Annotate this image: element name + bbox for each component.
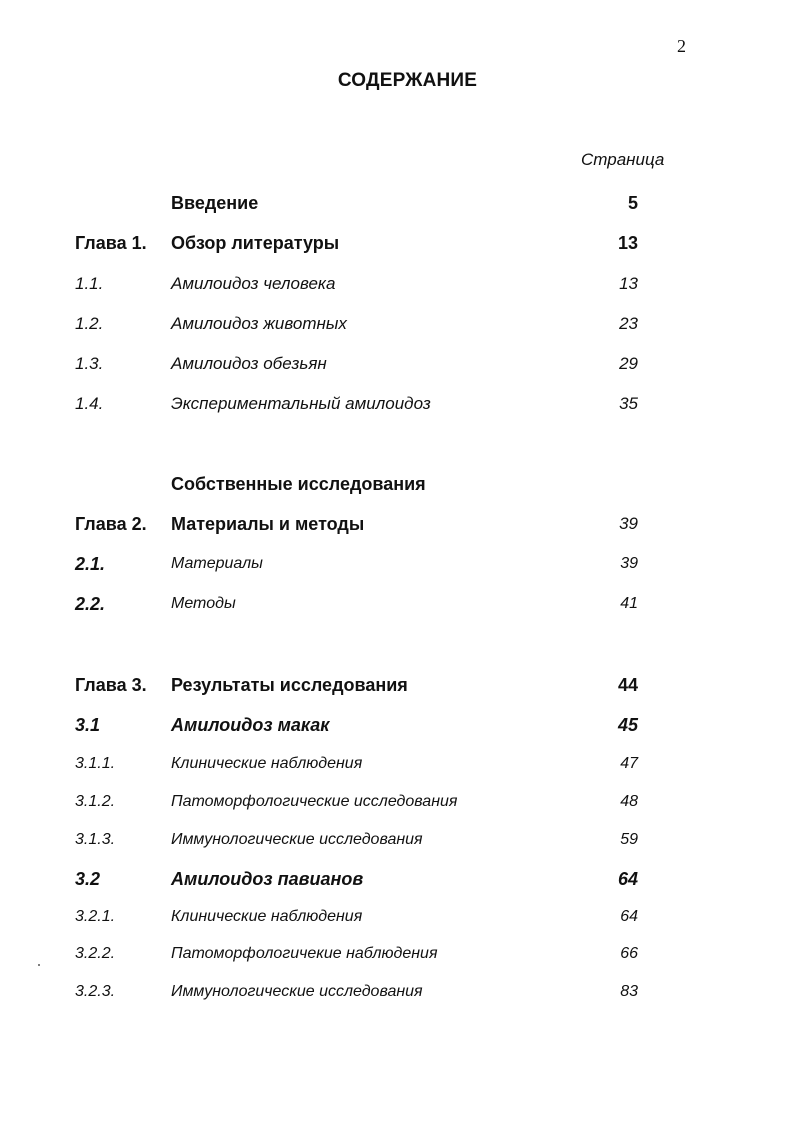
toc-entry-number: 3.1.1. [75,755,116,772]
page-column-header: Страница [581,150,665,169]
toc-entry-title: Амилоидоз человека [171,274,336,293]
toc-entry-own-research [0,471,793,497]
toc-entry-page: 83 [620,983,638,1000]
toc-entry-chapter-1 [0,230,793,256]
toc-entry-number: 1.1. [75,274,104,293]
toc-entry-section-2-2 [0,591,793,617]
toc-entry-page: 48 [620,793,638,810]
toc-entry-page: 47 [620,755,638,772]
toc-entry-page: 45 [617,715,638,735]
toc-entry-title: Введение [171,193,259,213]
toc-entry-number: 3.1.3. [75,831,116,848]
toc-entry-number: 3.1 [75,715,101,735]
toc-entry-page: 59 [620,831,638,848]
toc-entry-number: 3.2.2. [75,945,116,962]
toc-entry-number: 3.2.3. [75,983,116,1000]
toc-entry-chapter-2 [0,511,793,537]
toc-entry-number: Глава 1. [75,233,147,253]
toc-entry-title: Патоморфологические исследования [171,793,458,810]
toc-entry-number: 1.2. [75,314,104,333]
toc-entry-section-3-2-2 [0,941,793,967]
toc-entry-section-3-1-2 [0,789,793,815]
toc-entry-page: 29 [619,354,638,373]
toc-entry-title: Клинические наблюдения [171,908,363,925]
toc-entry-page: 13 [617,233,638,253]
toc-entry-title: Собственные исследования [171,474,426,494]
toc-entry-page: 13 [619,274,638,293]
toc-entry-number: 3.1.2. [75,793,116,810]
toc-entry-title: Материалы и методы [171,514,365,534]
page-title: СОДЕРЖАНИЕ [337,70,478,91]
toc-entry-number: 1.3. [75,354,104,373]
toc-entry-title: Методы [171,595,236,612]
toc-entry-section-1-4 [0,391,793,417]
toc-entry-chapter-3 [0,672,793,698]
toc-entry-number: 3.2.1. [75,908,116,925]
toc-entry-page: 41 [620,595,638,612]
toc-entry-page: 44 [617,675,638,695]
toc-entry-section-3-2-1 [0,904,793,930]
toc-entry-title: Иммунологические исследования [171,831,423,848]
toc-entry-title: Экспериментальный амилоидоз [171,394,431,413]
toc-entry-section-1-3 [0,351,793,377]
toc-entry-number: 2.2. [75,594,106,614]
toc-entry-page: 5 [627,193,638,213]
toc-entry-number: Глава 2. [75,514,147,534]
toc-entry-page: 66 [620,945,638,962]
toc-entry-title: Результаты исследования [171,675,408,695]
toc-entry-page: 64 [617,869,638,889]
toc-entry-number: 2.1. [75,554,106,574]
toc-entry-section-3-1-1 [0,751,793,777]
toc-entry-section-3-1-3 [0,827,793,853]
toc-entry-section-3-2-3 [0,979,793,1005]
page-number: 2 [677,36,686,56]
toc-entry-number: Глава 3. [75,675,147,695]
toc-entry-title: Обзор литературы [171,233,340,253]
toc-entry-page: 39 [619,514,638,533]
scan-speck [38,964,40,966]
toc-entry-title: Патоморфологичекие наблюдения [171,945,438,962]
toc-entry-page: 23 [619,314,638,333]
toc-entry-section-3-1 [0,712,793,738]
toc-entry-title: Клинические наблюдения [171,755,363,772]
toc-entry-title: Амилоидоз животных [171,314,347,333]
toc-entry-section-1-2 [0,311,793,337]
toc-entry-introduction [0,190,793,216]
toc-entry-page: 64 [620,908,638,925]
toc-entry-section-1-1 [0,271,793,297]
toc-entry-page: 35 [619,394,638,413]
toc-entry-title: Амилоидоз павианов [171,869,364,889]
toc-entry-page: 39 [620,555,638,572]
toc-entry-title: Амилоидоз обезьян [171,354,327,373]
toc-entry-title: Материалы [171,555,263,572]
toc-entry-section-2-1 [0,551,793,577]
toc-entry-title: Амилоидоз макак [171,715,330,735]
toc-entry-section-3-2 [0,866,793,892]
toc-entry-title: Иммунологические исследования [171,983,423,1000]
toc-entry-number: 3.2 [75,869,101,889]
toc-entry-number: 1.4. [75,394,104,413]
